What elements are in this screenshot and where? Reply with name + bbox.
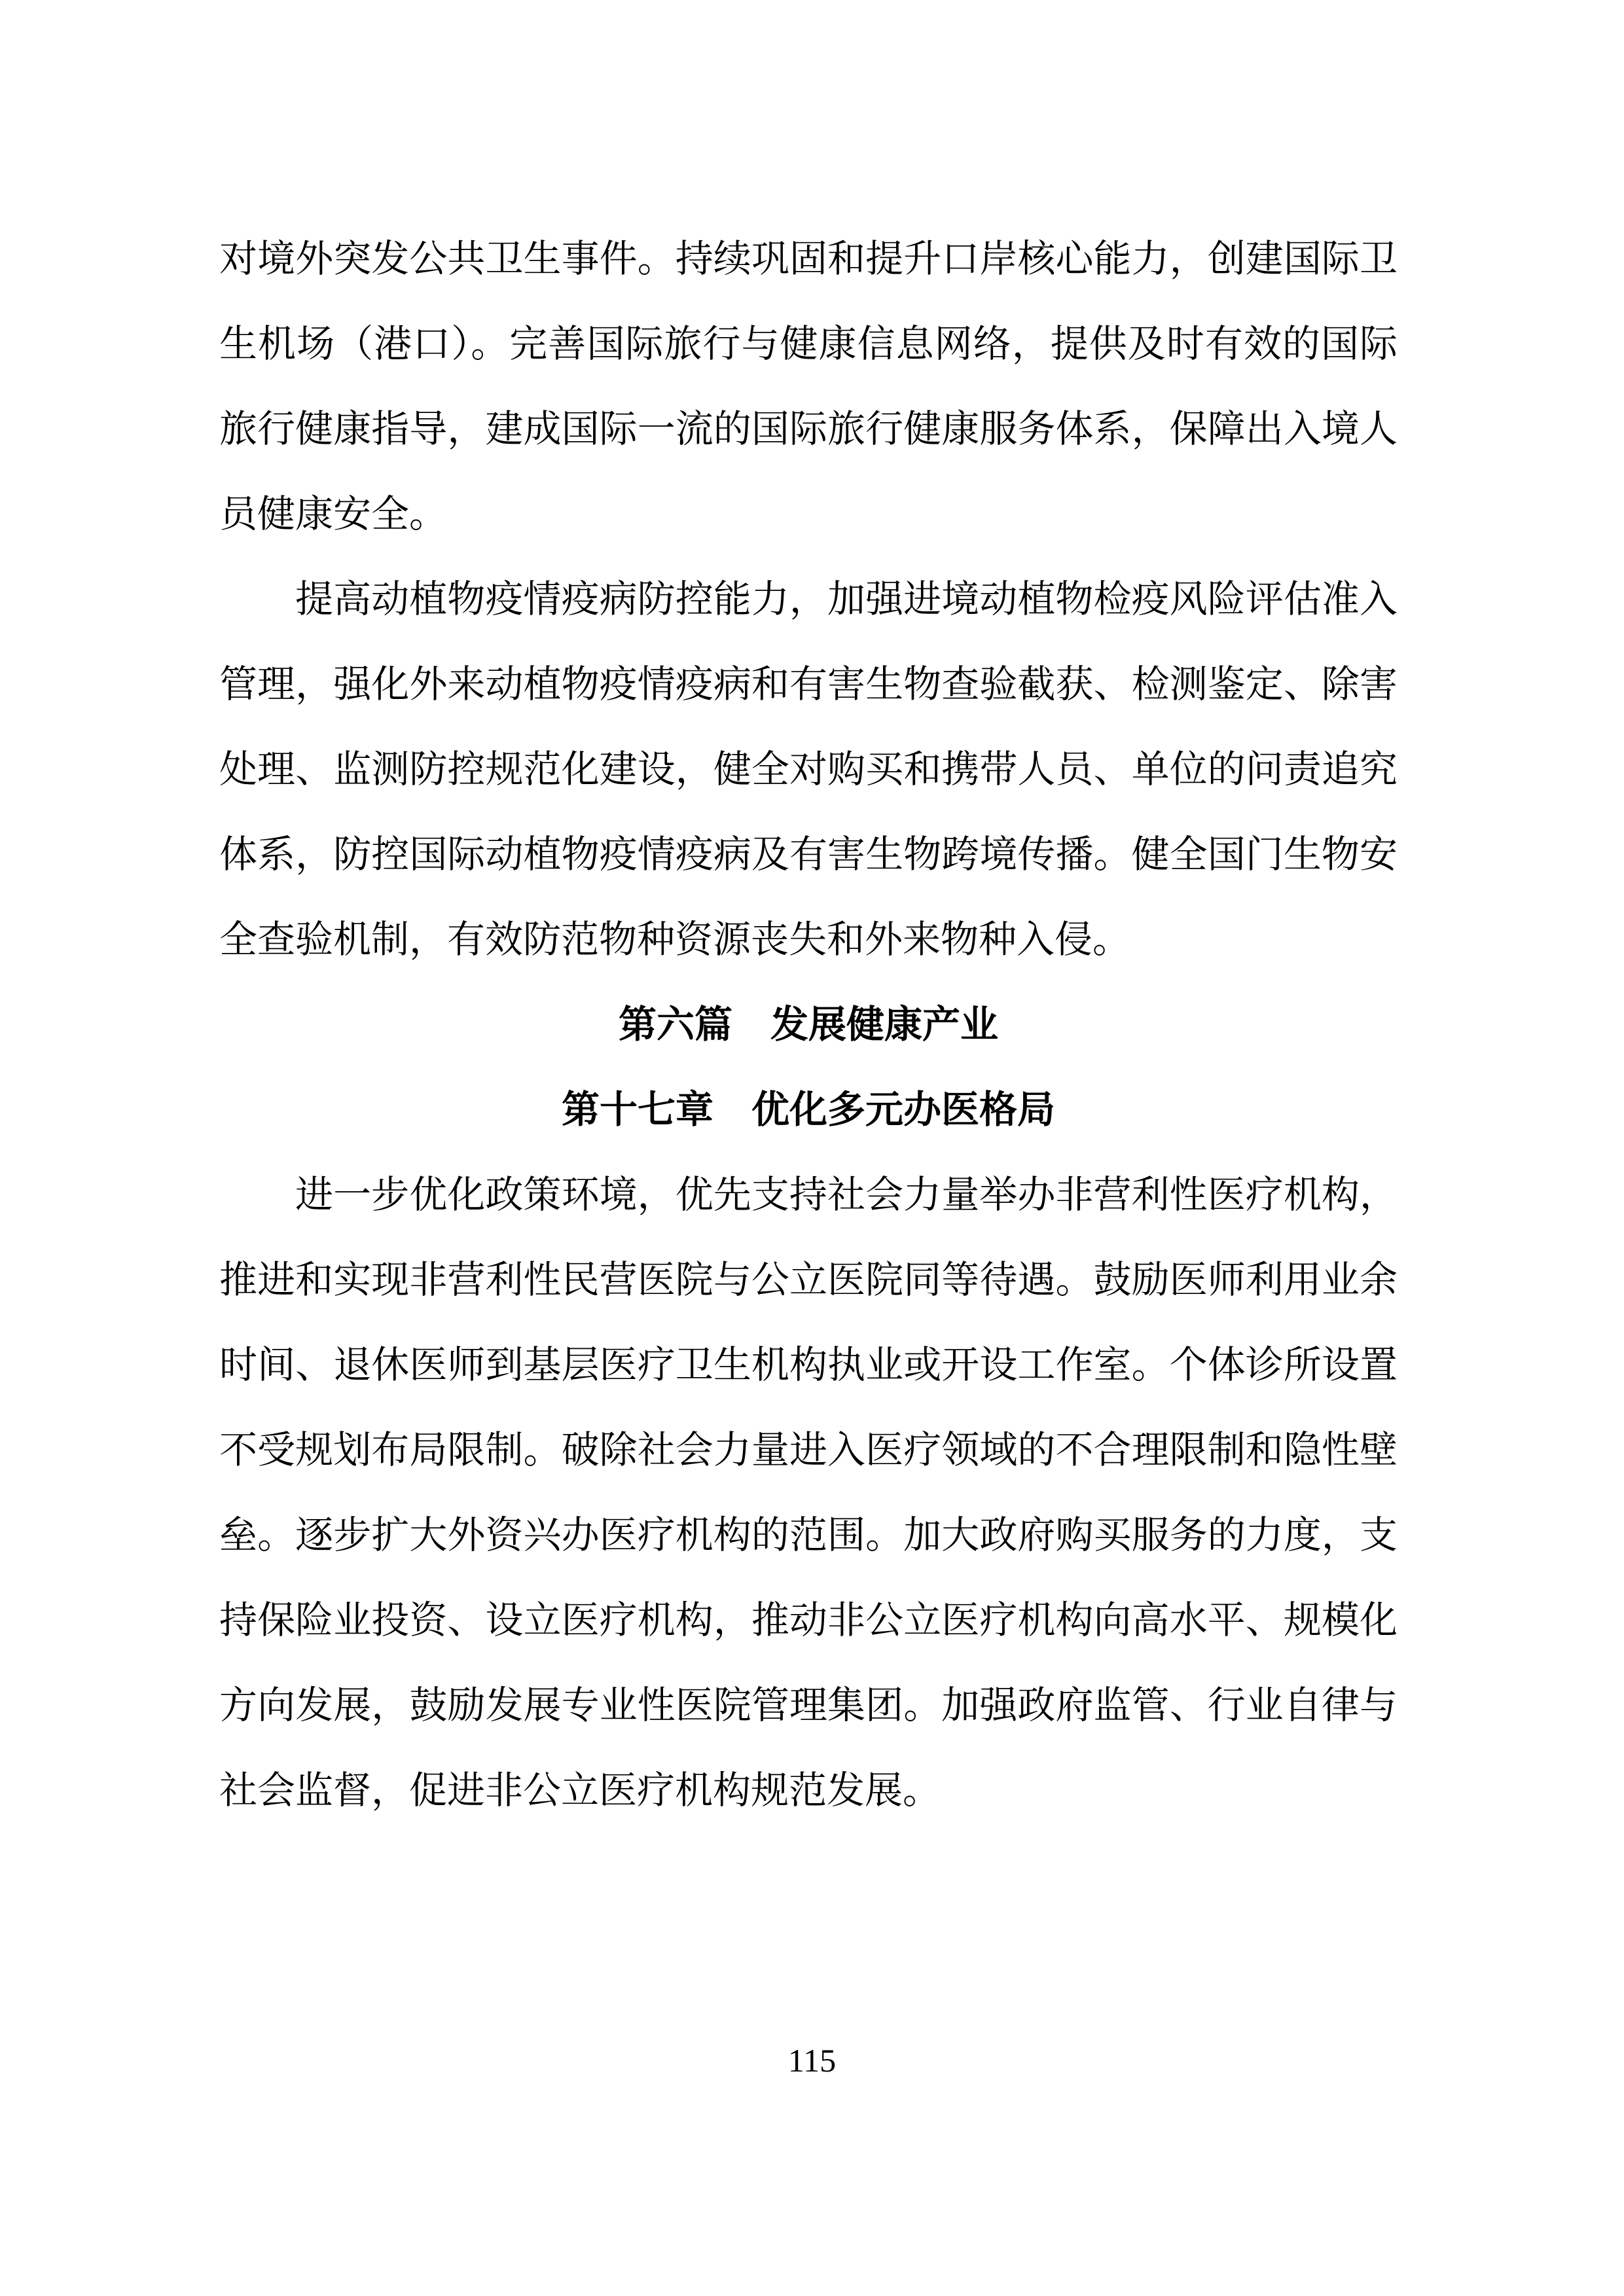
chapter-heading-title: 优化多元办医格局 <box>751 1088 1056 1131</box>
paragraph-continuation: 对境外突发公共卫生事件。持续巩固和提升口岸核心能力，创建国际卫生机场（港口）。完善国际旅行与健康信息网络，提供及时有效的国际旅行健康指导，建成国际一流的国际旅行健康服务体系，保障出入境人员健康安全。 <box>219 238 1398 535</box>
chapter-heading-number: 第十七章 <box>561 1088 713 1131</box>
page-body <box>219 217 1398 1833</box>
paragraph-quarantine: 提高动植物疫情疫病防控能力，加强进境动植物检疫风险评估准入管理，强化外来动植物疫情疫病和有害生物查验截获、检测鉴定、除害处理、监测防控规范化建设，健全对购买和携带人员、单位的问责追究体系，防控国际动植物疫情疫病及有害生物跨境传播。健全国门生物安全查验机制，有效防范物种资源丧失和外来物种入侵。 <box>219 578 1398 961</box>
chapter-heading <box>219 1067 1398 1153</box>
part-heading <box>219 982 1398 1067</box>
part-heading-number: 第六篇 <box>618 1003 732 1046</box>
page-number: 115 <box>787 2042 837 2079</box>
paragraph-medical-reform: 进一步优化政策环境，优先支持社会力量举办非营利性医疗机构，推进和实现非营利性民营医院与公立医院同等待遇。鼓励医师利用业余时间、退休医师到基层医疗卫生机构执业或开设工作室。个体诊所设置不受规划布局限制。破除社会力量进入医疗领域的不合理限制和隐性壁垒。逐步扩大外资兴办医疗机构的范围。加大政府购买服务的力度，支持保险业投资、设立医疗机构，推动非公立医疗机构向高水平、规模化方向发展，鼓励发展专业性医院管理集团。加强政府监管、行业自律与社会监督，促进非公立医疗机构规范发展。 <box>219 1174 1398 1812</box>
part-heading-title: 发展健康产业 <box>770 1003 999 1046</box>
